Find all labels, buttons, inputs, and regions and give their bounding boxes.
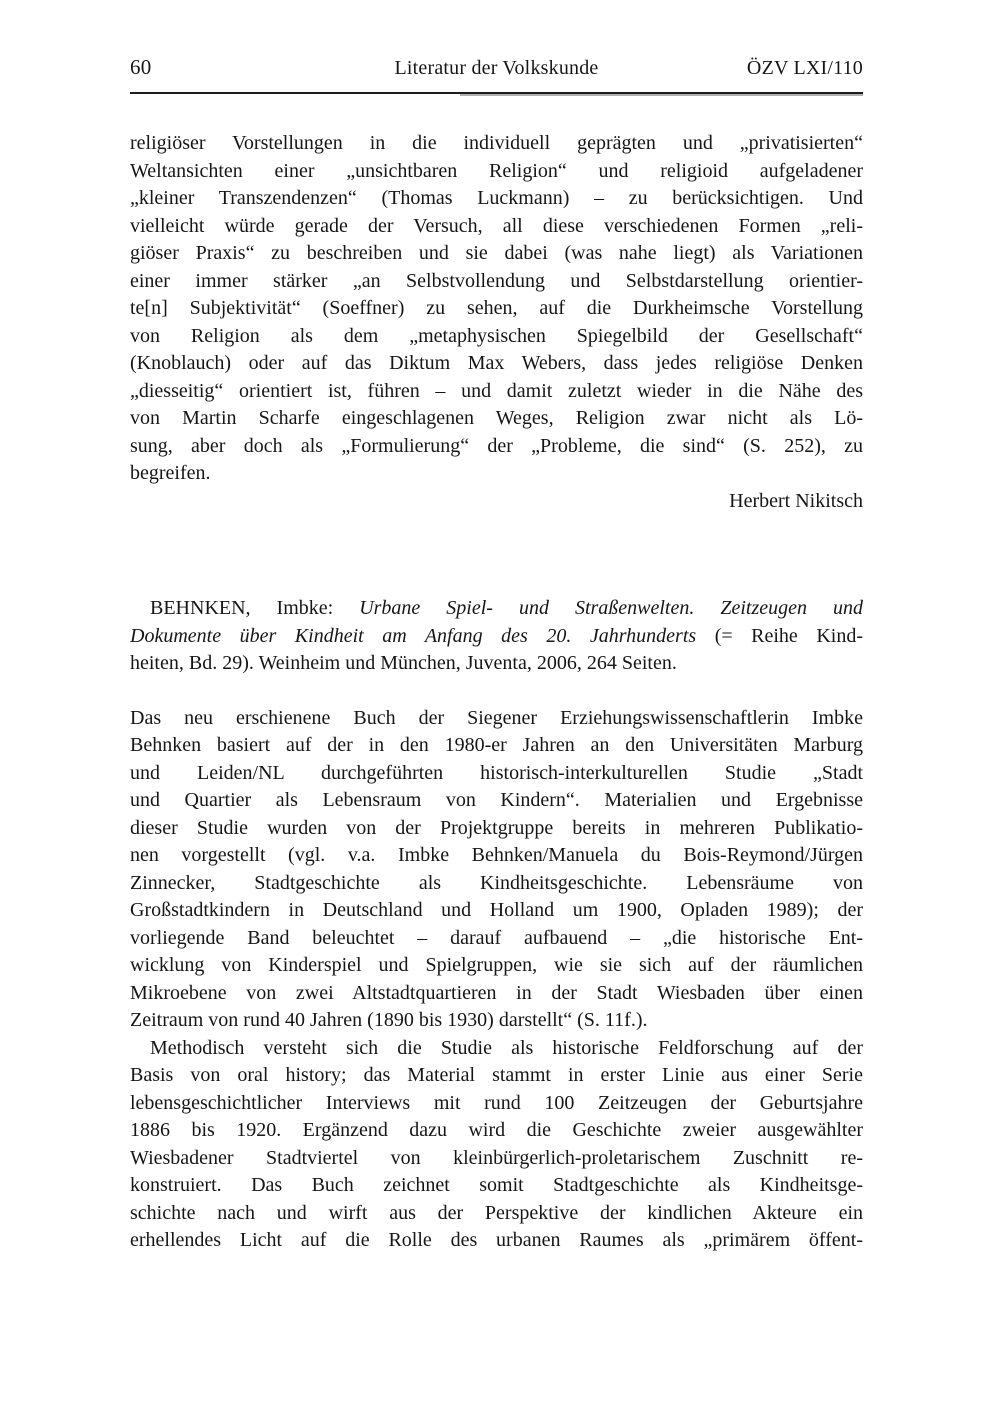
text-line	[130, 433, 863, 461]
text-line	[130, 268, 863, 296]
text-line	[130, 870, 863, 898]
text-line	[130, 623, 863, 651]
text-segment: Zinnecker, Stadtgeschichte als Kindheitsgeschichte. Lebensräume von	[130, 871, 863, 894]
text-line	[130, 1090, 863, 1118]
text-segment: Das neu erschienene Buch der Siegener Erziehungswissenschaftlerin Imbke	[130, 706, 863, 729]
page-number: 60	[130, 55, 152, 79]
text-line	[130, 350, 863, 378]
text-line	[130, 1200, 863, 1228]
review-paragraph-1	[130, 705, 863, 1035]
text-line	[130, 158, 863, 186]
text-segment: Methodisch versteht sich die Studie als historische Feldforschung auf der	[150, 1036, 863, 1059]
text-line	[130, 460, 863, 488]
text-segment: einer immer stärker „an Selbstvollendung und Selbstdarstellung orientier-	[130, 269, 863, 292]
text-segment: vorliegende Band beleuchtet – darauf aufbauend – „die historische Ent-	[130, 926, 863, 949]
text-line	[130, 1035, 863, 1063]
text-line	[130, 842, 863, 870]
text-segment: begreifen.	[130, 462, 211, 484]
text-line	[130, 1007, 863, 1035]
text-segment: (Knoblauch) oder auf das Diktum Max Webers, dass jedes religiöse Denken	[130, 352, 863, 374]
text-segment: giöser Praxis“ zu beschreiben und sie dabei (was nahe liegt) als Variationen	[130, 242, 863, 264]
review-paragraph-2	[130, 1035, 863, 1255]
header-rule	[130, 92, 863, 94]
text-line	[130, 815, 863, 843]
text-line	[130, 295, 863, 323]
text-segment: heiten, Bd. 29). Weinheim und München, Juventa, 2006, 264 Seiten.	[130, 652, 677, 674]
text-line	[130, 213, 863, 241]
text-segment: erhellendes Licht auf die Rolle des urbanen Raumes als „primärem öffent-	[130, 1229, 863, 1251]
text-segment: Behnken basiert auf der in den 1980-er Jahren an den Universitäten Marburg	[130, 734, 863, 756]
text-segment: vielleicht würde gerade der Versuch, all diese verschiedenen Formen „reli-	[130, 214, 863, 237]
text-segment: sung, aber doch als „Formulierung“ der „Probleme, die sind“ (S. 252), zu	[130, 434, 863, 457]
text-segment: lebensgeschichtlicher Interviews mit rund 100 Zeitzeugen der Geburtsjahre	[130, 1091, 863, 1114]
text-segment: von Religion als dem „metaphysischen Spiegelbild der Gesellschaft“	[130, 324, 863, 347]
italic-text-segment: Urbane Spiel- und Straßenwelten. Zeitzeugen und	[359, 597, 863, 619]
text-line	[130, 185, 863, 213]
text-line	[130, 1227, 863, 1255]
text-line	[130, 1145, 863, 1173]
text-segment: „kleiner Transzendenzen“ (Thomas Luckmann) – zu berücksichtigen. Und	[130, 187, 863, 209]
text-segment: (= Reihe Kind-	[696, 624, 863, 647]
text-segment: Großstadtkindern in Deutschland und Holland um 1900, Opladen 1989); der	[130, 899, 863, 921]
text-segment: und Quartier als Lebensraum von Kindern“. Materialien und Ergebnisse	[130, 789, 863, 811]
issue-label: ÖZV LXI/110	[746, 57, 863, 79]
text-segment: nen vorgestellt (vgl. v.a. Imbke Behnken/Manuela du Bois-Reymond/Jürgen	[130, 844, 863, 866]
text-line	[130, 787, 863, 815]
text-line	[130, 240, 863, 268]
text-line	[130, 705, 863, 733]
text-line	[130, 595, 863, 623]
italic-text-segment: Dokumente über Kindheit am Anfang des 20. Jahrhunderts	[130, 624, 697, 647]
text-segment: Wiesbadener Stadtviertel von kleinbürgerlich-proletarischem Zuschnitt re-	[130, 1146, 863, 1169]
book-citation	[130, 595, 863, 678]
text-line	[130, 952, 863, 980]
text-segment: Weltansichten einer „unsichtbaren Religion“ und religioid aufgeladener	[130, 159, 863, 182]
text-line	[130, 897, 863, 925]
reviewer-signature: Herbert Nikitsch	[729, 489, 863, 512]
text-segment: konstruiert. Das Buch zeichnet somit Stadtgeschichte als Kindheitsge-	[130, 1174, 863, 1196]
text-segment: „diesseitig“ orientiert ist, führen – und damit zuletzt wieder in die Nähe des	[130, 379, 863, 402]
text-line	[130, 732, 863, 760]
text-line	[130, 760, 863, 788]
text-segment: wicklung von Kinderspiel und Spielgruppen, wie sie sich auf der räumlichen	[130, 954, 863, 976]
text-segment: te[n] Subjektivität“ (Soeffner) zu sehen, auf die Durkheimsche Vorstellung	[130, 297, 863, 319]
text-segment: BEHNKEN, Imbke:	[150, 597, 360, 619]
text-line	[130, 925, 863, 953]
text-segment: Mikroebene von zwei Altstadtquartieren in der Stadt Wiesbaden über einen	[130, 981, 863, 1004]
text-line	[130, 405, 863, 433]
text-segment: von Martin Scharfe eingeschlagenen Weges, Religion zwar nicht als Lö-	[130, 407, 863, 429]
text-line	[130, 130, 863, 158]
text-segment: Zeitraum von rund 40 Jahren (1890 bis 1930) darstellt“ (S. 11f.).	[130, 1009, 648, 1031]
text-segment: religiöser Vorstellungen in die individuell geprägten und „privatisierten“	[130, 132, 863, 154]
text-segment: dieser Studie wurden von der Projektgruppe bereits in mehreren Publikatio-	[130, 816, 863, 839]
text-line	[130, 378, 863, 406]
text-line	[130, 1172, 863, 1200]
page-body	[130, 130, 863, 1255]
text-line	[130, 1062, 863, 1090]
text-segment: schichte nach und wirft aus der Perspektive der kindlichen Akteure ein	[130, 1201, 863, 1224]
text-line	[130, 323, 863, 351]
text-line	[130, 980, 863, 1008]
text-line	[130, 1117, 863, 1145]
text-segment: 1886 bis 1920. Ergänzend dazu wird die Geschichte zweier ausgewählter	[130, 1119, 863, 1141]
text-line	[130, 650, 863, 678]
text-segment: Basis von oral history; das Material stammt in erster Linie aus einer Serie	[130, 1064, 863, 1086]
text-segment: und Leiden/NL durchgeführten historisch-interkulturellen Studie „Stadt	[130, 761, 863, 784]
page-header	[130, 55, 863, 80]
review-closing-paragraph	[130, 130, 863, 488]
journal-title: Literatur der Volkskunde	[394, 57, 599, 79]
